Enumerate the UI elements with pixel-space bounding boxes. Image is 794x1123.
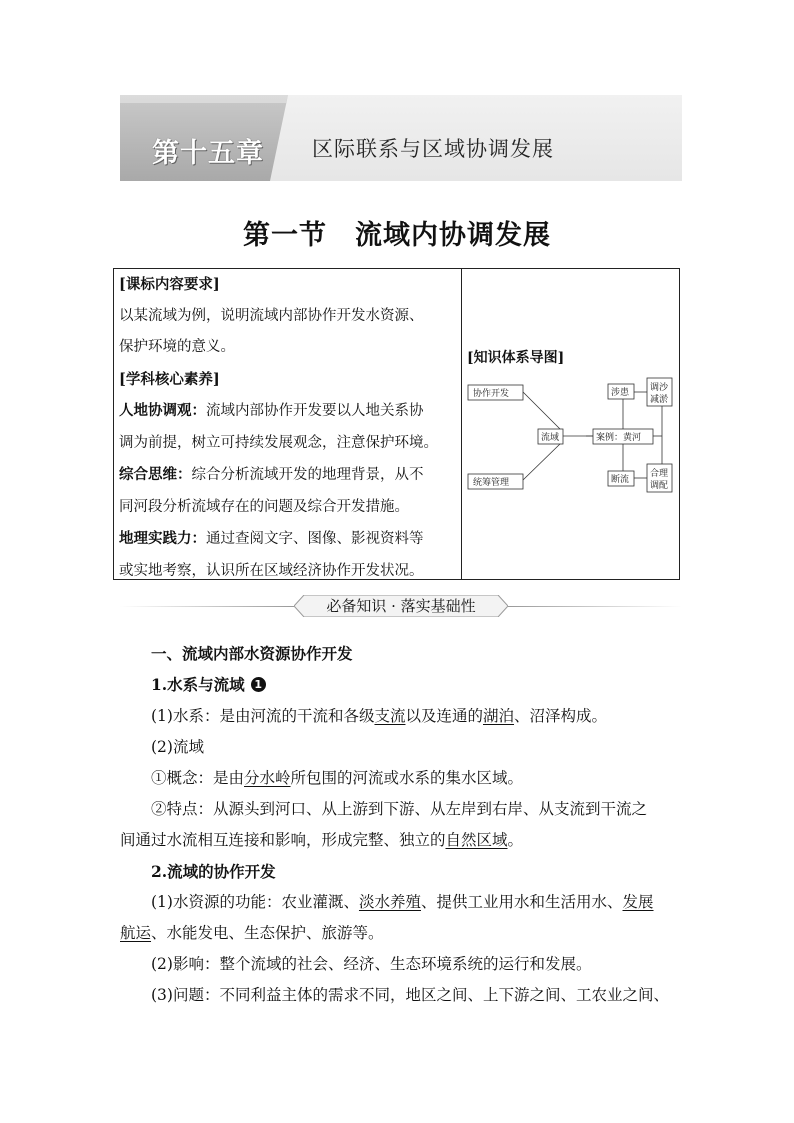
node-silt-fix-label: 减淤	[650, 395, 669, 405]
literacy-item	[119, 523, 459, 556]
keyword: 分水岭	[244, 769, 291, 787]
node-silt-label: 涉患	[611, 388, 630, 398]
keyword: 自然区域	[445, 831, 508, 849]
table-divider	[461, 269, 462, 579]
literacy-label: 地理实践力：	[119, 530, 206, 547]
keyword: 淡水养殖	[358, 893, 421, 911]
knowledge-map-diagram	[463, 374, 679, 504]
divider-line	[508, 606, 682, 607]
literacy-label: 人地协调观：	[119, 402, 206, 419]
text: ①概念：是由	[151, 769, 245, 787]
keyword: 航运	[120, 924, 152, 942]
text: (1)水系：是由河流的干流和各级	[151, 707, 375, 725]
subheading-text: 1.水系与流域	[151, 675, 245, 694]
literacy-text: 或实地考察，认识所在区域经济协作开发状况。	[119, 562, 424, 579]
node-case-label: 案例：黄河	[596, 433, 642, 443]
node-silt-fix-label: 调沙	[650, 383, 669, 393]
literacy-item	[119, 395, 459, 428]
keyword: 湖泊	[483, 707, 515, 725]
chapter-title: 区际联系与区域协调发展	[312, 137, 554, 161]
curriculum-heading: [课标内容要求]	[119, 276, 220, 293]
main-content	[120, 638, 680, 1011]
heading-1: 一、流域内部水资源协作开发	[151, 644, 353, 663]
subheading: 2.流域的协作开发	[151, 862, 276, 881]
subheading	[120, 669, 680, 701]
chapter-number: 第十五章	[152, 138, 264, 169]
node-flow-cut-label: 断流	[611, 475, 630, 485]
divider-line	[120, 606, 294, 607]
node-basin-label: 流域	[541, 433, 560, 443]
text: 、水能发电、生态保护、旅游等。	[151, 924, 384, 942]
paragraph	[120, 763, 680, 794]
curriculum-line: 保护环境的意义。	[119, 339, 235, 355]
text: 所包围的河流或水系的集水区域。	[290, 769, 524, 787]
text: (1)水资源的功能：农业灌溉、	[151, 893, 359, 911]
divider-label: 必备知识 · 落实基础性	[326, 597, 476, 615]
text: 。	[507, 831, 524, 849]
literacy-text: 同河段分析流域存在的问题及综合开发措施。	[119, 498, 409, 515]
node-allocate-label: 调配	[650, 481, 669, 491]
note-number-badge: 1	[251, 677, 266, 692]
keyword: 支流	[374, 707, 406, 725]
paragraph	[120, 701, 680, 732]
literacy-item	[119, 459, 459, 492]
literacy-text: 调为前提，树立可持续发展观念，注意保护环境。	[119, 434, 438, 451]
literacy-label: 综合思维：	[119, 466, 192, 483]
text: 以及连通的	[405, 707, 483, 725]
text: 、沼泽构成。	[514, 707, 608, 725]
node-allocate-label: 合理	[650, 469, 669, 479]
literacy-heading: [学科核心素养]	[119, 370, 220, 388]
literacy-text: 综合分析流域开发的地理背景，从不	[191, 467, 424, 483]
node-cooperation-label: 协作开发	[473, 389, 510, 399]
paragraph	[120, 887, 680, 918]
node-management-label: 统筹管理	[473, 478, 510, 488]
literacy-text: 通过查阅文字、图像、影视资料等	[206, 531, 424, 547]
section-title: 第一节 流域内协调发展	[243, 220, 551, 251]
curriculum-line: 以某流域为例，说明流域内部协作开发水资源、	[119, 307, 424, 324]
paragraph	[120, 825, 680, 856]
paragraph: (2)影响：整个流域的社会、经济、生态环境系统的运行和发展。	[151, 955, 592, 973]
requirements-table	[113, 268, 680, 580]
paragraph: ②特点：从源头到河口、从上游到下游、从左岸到右岸、从支流到干流之	[151, 800, 648, 818]
literacy-text: 流域内部协作开发要以人地关系协	[206, 403, 424, 419]
paragraph	[120, 918, 680, 949]
requirements-text	[119, 269, 459, 587]
paragraph: (3)问题：不同利益主体的需求不同，地区之间、上下游之间、工农业之间、	[151, 986, 669, 1004]
chapter-banner	[120, 95, 682, 181]
text: 、提供工业用水和生活用水、	[420, 893, 623, 911]
knowledge-map-heading: [知识体系导图]	[467, 350, 565, 366]
paragraph: (2)流域	[151, 738, 204, 756]
keyword: 发展	[622, 893, 654, 911]
text: 间通过水流相互连接和影响，形成完整、独立的	[120, 831, 446, 849]
section-divider	[120, 593, 682, 619]
